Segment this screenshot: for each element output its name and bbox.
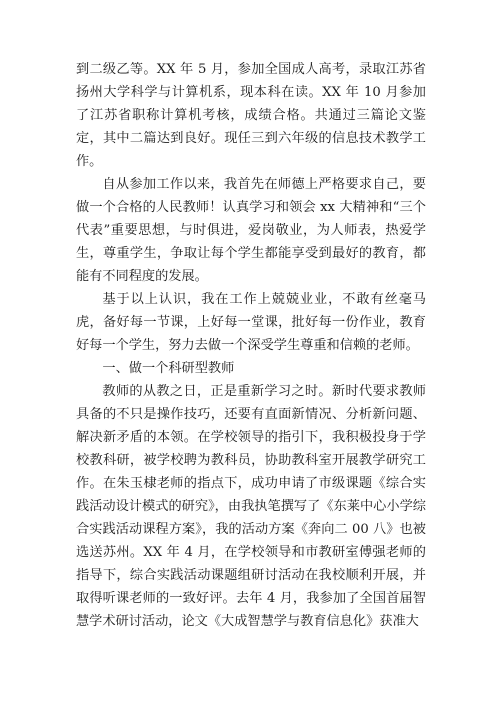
paragraph-4: 教师的从教之日，正是重新学习之时。新时代要求教师具备的不只是操作技巧，还要有直面新情况、分析新问题、解决新矛盾的本领。在学校领导的指引下，我积极投身于学校教科研，被学校聘为教科员，协助教科室开展教学研究工作。在朱玉棣老师的指点下，成功申请了市级课题《综合实践活动设计模式的研究》，由我执笔撰写了《东莱中心小学综合实践活动课程方案》，我的活动方案《奔向二 00 八》也被选送苏州。XX 年 4 月，在学校领导和市教研室傅强老师的指导下，综合实践活动课题组研讨活动在我校顺利开展，并取得听课老师的一致好评。去年 4 月，我参加了全国首届智慧学术研讨活动，论文《大成智慧学与教育信息化》获准大: [76, 384, 426, 629]
paragraph-1: 到二级乙等。XX 年 5 月，参加全国成人高考，录取江苏省扬州大学科学与计算机系，现本科在读。XX 年 10 月参加了江苏省职称计算机考核，成绩合格。共通过三篇论文鉴定，其中二篇达到良好。现任三到六年级的信息技术教学工作。: [76, 62, 426, 169]
section-heading: 一、做一个科研型教师: [102, 361, 235, 376]
document-body: [76, 58, 426, 633]
paragraph-2: 自从参加工作以来，我首先在师德上严格要求自己，要做一个合格的人民教师！认真学习和领会 xx 大精神和“三个代表”重要思想，与时俱进，爱岗敬业，为人师表，热爱学生，尊重学生，争取让每个学生都能享受到最好的教育，都能有不同程度的发展。: [76, 177, 426, 284]
paragraph-3: 基于以上认识，我在工作上兢兢业业，不敢有丝毫马虎，备好每一节课，上好每一堂课，批好每一份作业，教育好每一个学生，努力去做一个深受学生尊重和信赖的老师。: [76, 292, 426, 353]
